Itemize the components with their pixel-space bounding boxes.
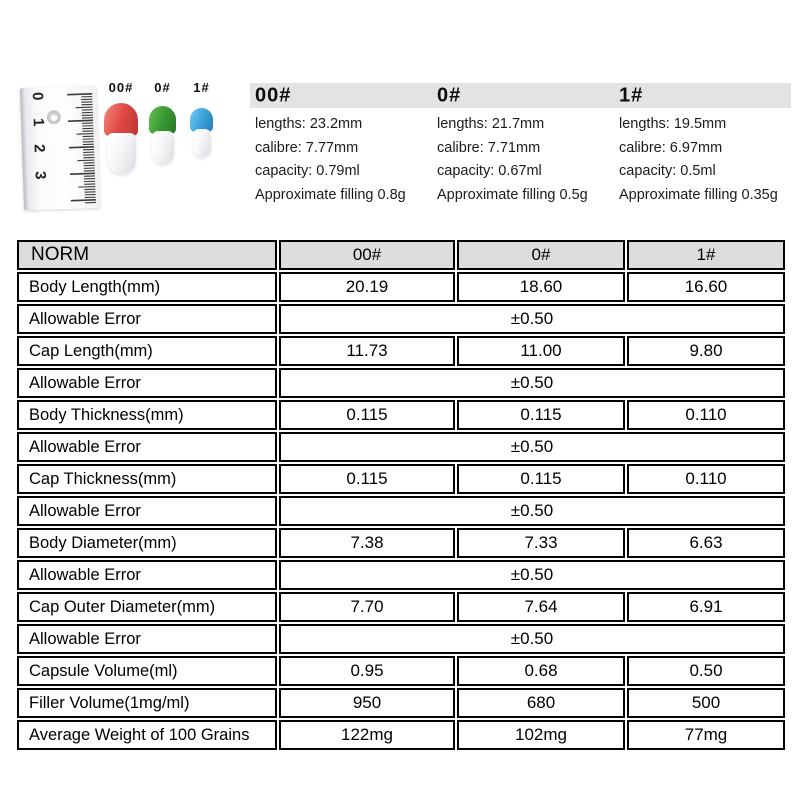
ruler-number: 3 (31, 170, 49, 180)
size-column-header-cell: 1# (627, 240, 785, 270)
table-row (17, 400, 785, 430)
capsule-size-label: 1# (193, 80, 210, 95)
spec-line: capacity: 0.79ml (255, 163, 360, 179)
size-column-header-cell: 00# (279, 240, 455, 270)
spec-column-0 (437, 113, 619, 207)
spec-line: Approximate filling 0.5g (437, 186, 588, 203)
merged-tolerance-cell: ±0.50 (279, 496, 785, 526)
value-cell: 0.115 (279, 464, 455, 494)
size-column-header-cell: 0# (457, 240, 625, 270)
ruler-number: 1 (29, 117, 47, 127)
value-cell: 0.110 (627, 464, 785, 494)
table-row (17, 336, 785, 366)
value-cell: 18.60 (457, 272, 625, 302)
row-label-cell: Filler Volume(1mg/ml) (17, 688, 277, 718)
row-label-cell: Cap Outer Diameter(mm) (17, 592, 277, 622)
row-label-cell: Capsule Volume(ml) (17, 656, 277, 686)
row-label-cell: Average Weight of 100 Grains (17, 720, 277, 750)
ruler-number: 0 (28, 91, 46, 101)
merged-tolerance-cell: ±0.50 (279, 624, 785, 654)
capsule-1 (190, 108, 213, 157)
capsule-size-label: 00# (108, 80, 134, 95)
capsule-cap (104, 103, 138, 136)
spec-line: lengths: 23.2mm (255, 116, 363, 132)
value-cell: 16.60 (627, 272, 785, 302)
table-row (17, 528, 785, 558)
size-header-0: 0# (437, 84, 462, 106)
value-cell: 9.80 (627, 336, 785, 366)
row-label-cell: Allowable Error (17, 432, 277, 462)
table-row (17, 304, 785, 334)
capsule-cap (149, 106, 176, 134)
table-row (17, 624, 785, 654)
spec-column-1 (619, 113, 800, 207)
row-label-cell: Cap Length(mm) (17, 336, 277, 366)
capsule-body (107, 133, 136, 174)
value-cell: 500 (627, 688, 785, 718)
value-cell: 0.68 (457, 656, 625, 686)
value-cell: 6.63 (627, 528, 785, 558)
value-cell: 11.73 (279, 336, 455, 366)
value-cell: 0.110 (627, 400, 785, 430)
row-label-cell: Allowable Error (17, 560, 277, 590)
table-row (17, 464, 785, 494)
capsule-body (193, 129, 211, 157)
value-cell: 0.115 (279, 400, 455, 430)
table-row (17, 688, 785, 718)
value-cell: 7.70 (279, 592, 455, 622)
merged-tolerance-cell: ±0.50 (279, 560, 785, 590)
table-row (17, 592, 785, 622)
value-cell: 0.50 (627, 656, 785, 686)
row-label-cell: Allowable Error (17, 496, 277, 526)
spec-line: capacity: 0.5ml (619, 163, 716, 179)
value-cell: 950 (279, 688, 455, 718)
value-cell: 77mg (627, 720, 785, 750)
spec-line: calibre: 6.97mm (619, 139, 723, 156)
table-row (17, 496, 785, 526)
table-row (17, 656, 785, 686)
row-label-cell: Body Diameter(mm) (17, 528, 277, 558)
value-cell: 7.38 (279, 528, 455, 558)
ruler-number: 2 (30, 143, 48, 153)
value-cell: 680 (457, 688, 625, 718)
value-cell: 7.33 (457, 528, 625, 558)
ruler (20, 86, 100, 211)
value-cell: 122mg (279, 720, 455, 750)
spec-line: Approximate filling 0.35g (619, 186, 778, 203)
capsule-00 (104, 103, 138, 174)
spec-line: Approximate filling 0.8g (255, 186, 406, 203)
value-cell: 0.95 (279, 656, 455, 686)
spec-line: lengths: 19.5mm (619, 116, 727, 132)
value-cell: 20.19 (279, 272, 455, 302)
spec-column-00 (255, 113, 437, 207)
value-cell: 11.00 (457, 336, 625, 366)
capsule-size-label: 0# (154, 80, 171, 95)
size-header-1: 1# (619, 84, 644, 106)
table-row (17, 720, 785, 750)
row-label-cell: Cap Thickness(mm) (17, 464, 277, 494)
row-label-cell: Allowable Error (17, 368, 277, 398)
row-label-cell: Body Thickness(mm) (17, 400, 277, 430)
size-header-band (250, 83, 791, 108)
value-cell: 7.64 (457, 592, 625, 622)
capsule-0 (149, 106, 176, 164)
merged-tolerance-cell: ±0.50 (279, 304, 785, 334)
row-label-cell: Allowable Error (17, 304, 277, 334)
size-header-00: 00# (255, 84, 292, 106)
table-row (17, 560, 785, 590)
spec-table (15, 238, 787, 752)
table-header-row (17, 240, 785, 270)
spec-line: capacity: 0.67ml (437, 163, 542, 179)
value-cell: 6.91 (627, 592, 785, 622)
spec-line: calibre: 7.71mm (437, 139, 541, 156)
norm-header-cell: NORM (17, 240, 277, 270)
value-cell: 0.115 (457, 464, 625, 494)
capsule-body (152, 131, 174, 164)
value-cell: 0.115 (457, 400, 625, 430)
spec-line: calibre: 7.77mm (255, 139, 359, 156)
table-row (17, 272, 785, 302)
merged-tolerance-cell: ±0.50 (279, 432, 785, 462)
row-label-cell: Allowable Error (17, 624, 277, 654)
spec-line: lengths: 21.7mm (437, 116, 545, 132)
value-cell: 102mg (457, 720, 625, 750)
merged-tolerance-cell: ±0.50 (279, 368, 785, 398)
table-row (17, 432, 785, 462)
table-row (17, 368, 785, 398)
row-label-cell: Body Length(mm) (17, 272, 277, 302)
